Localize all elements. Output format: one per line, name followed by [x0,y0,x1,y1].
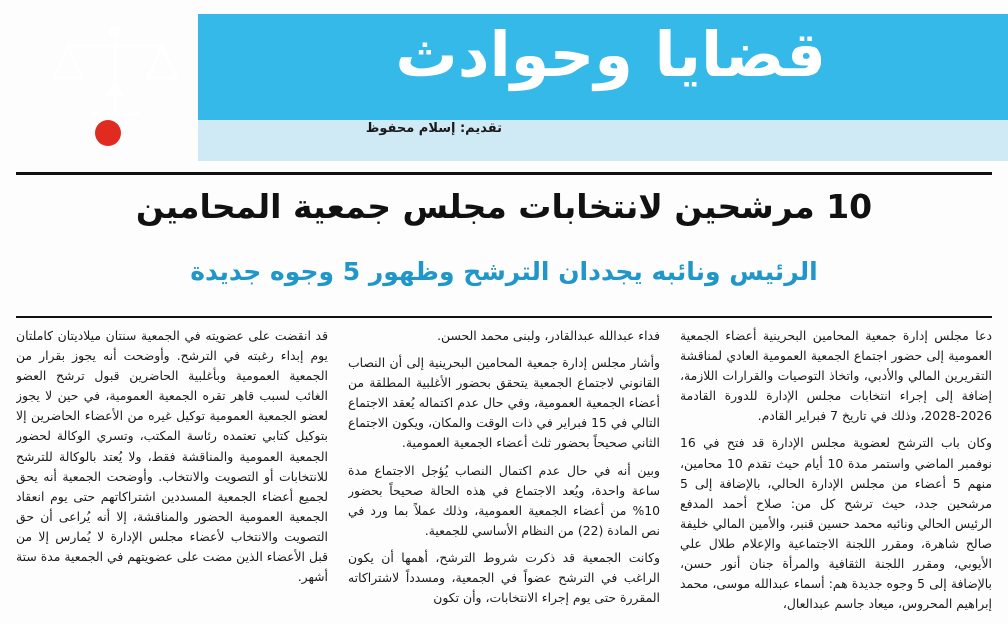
paragraph: وكان باب الترشح لعضوية مجلس الإدارة قد فتح في 16 نوفمبر الماضي واستمر مدة 10 أيام حيث تقدم 10 محامين، منهم 5 أعضاء من مجلس الإدارة الحالي، بالإضافة إلى 5 مرشحين جدد، حيث ترشح كل من: صلاح أحمد المدفع الرئيس الحالي ونائبه محمد حسين قنبر، والأمين المالي خليفة صالح شاهرة، ومقرر اللجنة الاجتماعية والإعلام طلال علي الأيوبي، ومقرر اللجنة الثقافية والمرأة جنان أنور حسن، بالإضافة إلى 5 وجوه جديدة هم: أسماء عبدالله موسى، محمد إبراهيم المحروس، ميعاد جاسم عبدالعال، [680,435,992,612]
divider-top [16,172,992,175]
paragraph: دعا مجلس إدارة جمعية المحامين البحرينية أعضاء الجمعية العمومية إلى حضور اجتماع الجمعية العمومية العادي لمناقشة التقريرين المالي والأدبي، واتخاذ التوصيات والقرارات اللازمة، إضافة إلى إجراء انتخابات مجلس الإدارة للدورة القادمة 2026-2028، وذلك في تاريخ 7 فبراير القادم. [680,328,992,424]
paragraph: قد انقضت على عضويته في الجمعية سنتان ميلاديتان كاملتان يوم إبداء رغبته في الترشح. وأوضحت أنه يجوز بقرار من الجمعية العمومية وبأغلبية الحاضرين قبول ترشح العضو الغائب لسبب قاهر تقره الجمعية العمومية، في حين لا يجوز لعضو الجمعية العمومية توكيل غيره من الأعضاء الحاضرين إلا بتوكيل كتابي تعتمده رئاسة المكتب، وتسري الوكالة لحضور الجمعية العمومية والمناقشة فقط، ولا يُعتد بالوكالة للترشح للانتخابات أو التصويت والانتخاب. وأوضحت الجمعية أنه يحق لجميع أعضاء الجمعية المسددين اشتراكاتهم حتى يوم انعقاد الجمعية العمومية الحضور والمناقشة، إلا أنه يُراعى أن حق التصويت والانتخاب لأعضاء مجلس الإدارة لا يُمارس إلا من قبل الأعضاء الذين مضت على عضويتهم في الجمعية مدة ستة أشهر. [16,328,328,585]
paragraph: فداء عبدالله عبدالقادر، ولبنى محمد الحسن. [437,328,660,343]
paragraph: وبين أنه في حال عدم اكتمال النصاب يُؤجل الاجتماع مدة ساعة واحدة، ويُعد الاجتماع في هذه الحالة صحيحاً بحضور 10% من أعضاء الجمعية العمومية، وذلك عملاً بما ورد في نص المادة (22) من النظام الأساسي للجمعية. [348,462,660,538]
divider-bottom [16,316,992,318]
byline-credit: تقديم: إسلام محفوظ [365,121,502,136]
masthead-title: قضايا وحوادث [395,18,826,91]
paragraph: وأشار مجلس إدارة جمعية المحامين البحرينية إلى أن النصاب القانوني لاجتماع الجمعية يتحقق بحضور الأغلبية المطلقة من أعضاء الجمعية العمومية، وفي حال عدم اكتماله يُعقد الاجتماع التالي في 15 فبراير في ذات الوقت والمكان، ويكون الاجتماع الثاني صحيحاً بحضور ثلث أعضاء الجمعية العمومية. [348,355,660,451]
article-column-left [16,326,328,620]
article-body [16,326,992,620]
scales-of-justice-icon [40,20,190,130]
red-dot-marker [95,120,121,146]
article-column-middle [348,326,660,620]
article-column-right [680,326,992,620]
paragraph: وكانت الجمعية قد ذكرت شروط الترشح، أهمها أن يكون الراغب في الترشح عضواً في الجمعية، ومسدداً لاشتراكاته المقررة حتى يوم إجراء الانتخابات، وأن تكون [348,549,660,606]
page-subtitle: الرئيس ونائبه يجددان الترشح وظهور 5 وجوه جديدة [190,257,818,286]
page-title: 10 مرشحين لانتخابات مجلس جمعية المحامين [135,187,873,226]
credit-strip [198,120,1008,161]
